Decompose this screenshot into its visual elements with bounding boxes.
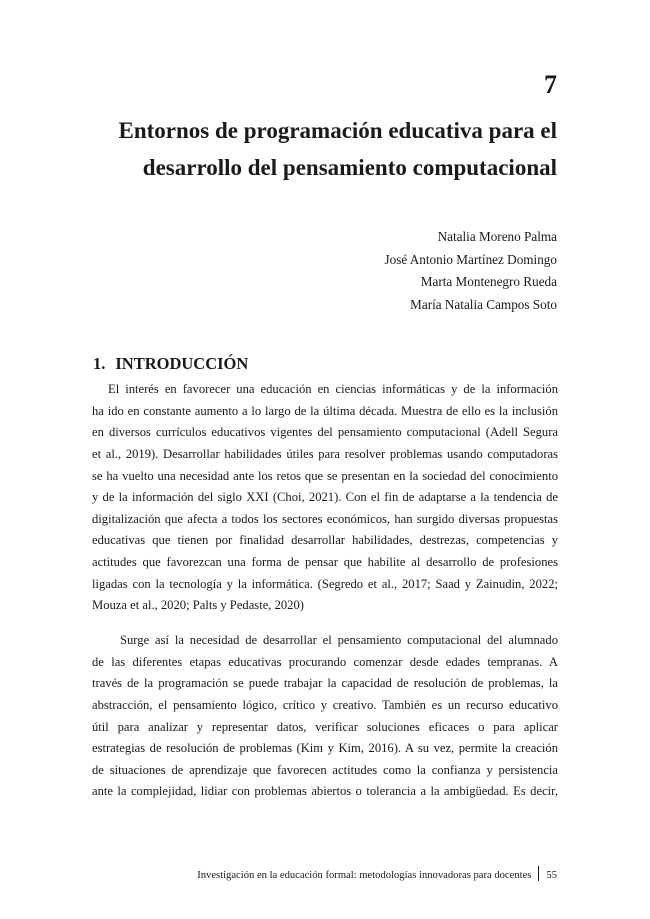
paragraph-line: ha ido en constante aumento a lo largo de la última década. Muestra de ello es la inclusión [92, 403, 558, 418]
paragraph-line: través de la programación se puede trabajar la capacidad de resolución de problemas, la [92, 676, 558, 691]
paragraph-line: y de la información del siglo XXI (Choi, 2021). Con el fin de adaptarse a la tendencia de [92, 490, 558, 505]
footer-divider [538, 866, 539, 881]
paragraph-line: abstracción, el pensamiento lógico, crítico y creativo. También es un recurso educativo [92, 697, 558, 712]
page-footer [0, 866, 557, 883]
paragraph-line: El interés en favorecer una educación en ciencias informáticas y de la información [108, 382, 558, 396]
section-heading [93, 356, 248, 373]
paragraph-line: de las diferentes etapas educativas procurando comenzar desde edades tempranas. A [92, 654, 558, 669]
author-name: José Antonio Martínez Domingo [384, 251, 557, 267]
chapter-title-line: desarrollo del pensamiento computacional [142, 155, 557, 180]
author-name: Marta Montenegro Rueda [420, 274, 557, 290]
paragraph [92, 379, 558, 617]
author-name: María Natalia Campos Soto [410, 297, 557, 313]
paragraph-line: útil para analizar y representar datos, verificar soluciones eficaces o para aplicar [92, 719, 558, 734]
footer-title: Investigación en la educación formal: metodologías innovadoras para docentes [197, 870, 532, 881]
chapter-title [90, 112, 557, 186]
section-number: 1. [93, 354, 106, 373]
chapter-title-line: Entornos de programación educativa para el [118, 118, 557, 143]
page-number: 55 [546, 870, 557, 881]
paragraph-line: et al., 2019). Desarrollar habilidades útiles para resolver problemas usando computadoras [92, 446, 558, 461]
paragraph-line: digitalización que afecta a todos los sectores económicos, han surgido diversas propuestas [92, 511, 558, 526]
paragraph-line: de situaciones de aprendizaje que favorecen actitudes como la confianza y persistencia [92, 762, 558, 777]
paragraph-line: ligadas con la tecnología y la informática. (Segredo et al., 2017; Saad y Zainudin, 2022; [92, 576, 558, 591]
paragraph-line: Mouza et al., 2020; Palts y Pedaste, 2020) [92, 598, 304, 613]
chapter-number: 7 [544, 70, 557, 99]
paragraph-line: actitudes que favorezcan una forma de pensar que habilite al desarrollo de profesiones [92, 555, 558, 570]
author-name: Natalia Moreno Palma [437, 229, 557, 244]
paragraph-line: educativas que tienen por finalidad desarrollar habilidades, destrezas, competencias y [92, 533, 558, 548]
paragraph-line: Surge así la necesidad de desarrollar el pensamiento computacional del alumnado [120, 633, 558, 647]
paragraph [92, 630, 558, 803]
section-title: INTRODUCCIÓN [115, 354, 249, 373]
author-list [384, 226, 557, 317]
paragraph-line: en diversos currículos educativos vigentes del pensamiento computacional (Adell Segura [92, 425, 558, 440]
paragraph-line: ante la complejidad, lidiar con problemas abiertos o tolerancia a la ambigüedad. Es decir, [92, 784, 558, 799]
paragraph-line: estrategias de resolución de problemas (Kim y Kim, 2016). A su vez, permite la creación [92, 741, 558, 756]
paragraph-line: se ha vuelto una necesidad ante los retos que se presentan en la sociedad del conocimiento [92, 468, 558, 483]
